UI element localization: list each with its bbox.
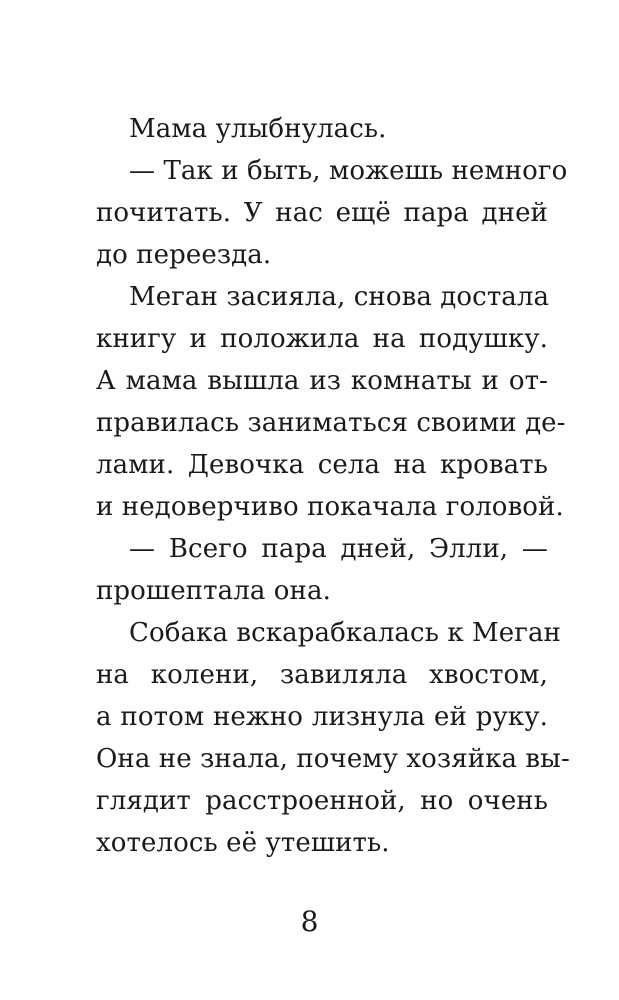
text-line: на колени, завиляла хвостом, bbox=[96, 660, 548, 690]
text-line: лами. Девочка села на кровать bbox=[96, 450, 548, 480]
text-line: А мама вышла из комнаты и от- bbox=[96, 366, 548, 396]
text-line: глядит расстроенной, но очень bbox=[96, 786, 548, 816]
text-line: а потом нежно лизнула ей руку. bbox=[96, 702, 548, 732]
text-line: почитать. У нас ещё пара дней bbox=[96, 198, 548, 228]
text-line: — Так и быть, можешь немного bbox=[129, 156, 568, 186]
text-line: хотелось её утешить. bbox=[96, 828, 390, 858]
page-number: 8 bbox=[300, 905, 319, 938]
text-line: Мама улыбнулась. bbox=[129, 114, 387, 144]
text-line: книгу и положила на подушку. bbox=[96, 324, 548, 354]
text-line: и недоверчиво покачала головой. bbox=[96, 492, 564, 522]
text-line: прошептала она. bbox=[96, 576, 331, 606]
text-line: правилась заниматься своими де- bbox=[96, 408, 566, 438]
text-line: Она не знала, почему хозяйка вы- bbox=[96, 744, 570, 774]
text-line: Собака вскарабкалась к Меган bbox=[129, 618, 561, 648]
text-line: Меган засияла, снова достала bbox=[129, 282, 550, 312]
book-page-text bbox=[96, 108, 570, 864]
text-line: до переезда. bbox=[96, 240, 272, 270]
text-line: — Всего пара дней, Элли, — bbox=[129, 534, 548, 564]
